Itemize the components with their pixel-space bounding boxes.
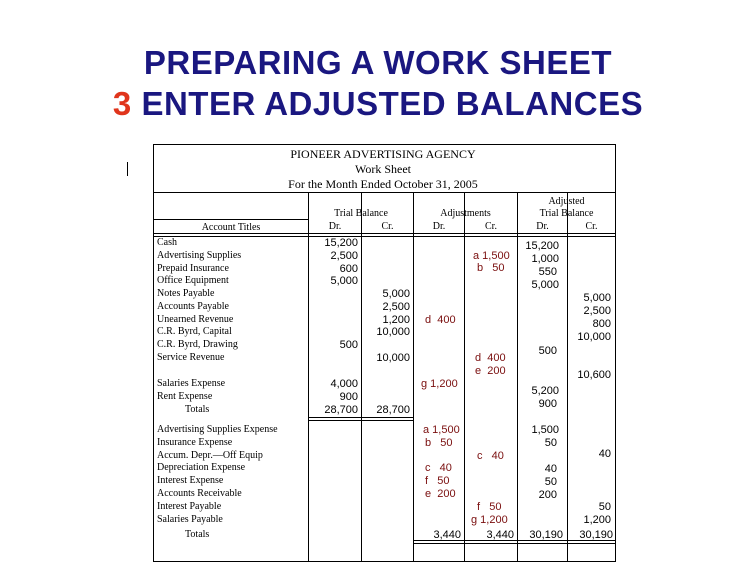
account-title: C.R. Byrd, Capital	[157, 326, 232, 337]
atb-dr-header: Dr.	[536, 221, 549, 232]
atb-dr-value: 50	[544, 476, 557, 488]
sheet-period: For the Month Ended October 31, 2005	[288, 177, 478, 191]
account-title: Prepaid Insurance	[157, 263, 229, 274]
tb-dr-value: 2,500	[330, 250, 358, 262]
adjusted-header-line2: Trial Balance	[539, 208, 594, 219]
account-title: Accounts Receivable	[157, 488, 242, 499]
tb-dr-value: 15,200	[324, 237, 358, 249]
atb-dr-value: 5,000	[531, 279, 559, 291]
account-title: Unearned Revenue	[157, 314, 234, 325]
account-title: Advertising Supplies	[157, 250, 242, 261]
account-title: Depreciation Expense	[157, 462, 246, 473]
account-title: Service Revenue	[157, 352, 225, 363]
account-title: Notes Payable	[157, 288, 215, 299]
tb-cr-value: 5,000	[382, 288, 410, 300]
atb-cr-header: Cr.	[585, 221, 598, 232]
tb-dr-total: 28,700	[324, 404, 358, 416]
atb-dr-value: 5,200	[531, 385, 559, 397]
account-title: Advertising Supplies Expense	[157, 424, 278, 435]
atb-dr-value: 1,500	[531, 424, 559, 436]
account-title: Salaries Expense	[157, 378, 226, 389]
adj-dr-entry: b 50	[425, 437, 453, 449]
atb-cr-total: 30,190	[579, 529, 613, 541]
account-title: Accum. Depr.—Off Equip	[157, 450, 263, 461]
atb-dr-value: 550	[538, 266, 557, 278]
trial-balance-header: Trial Balance	[334, 208, 388, 219]
tb-dr-header: Dr.	[328, 221, 342, 232]
tb-cr-value: 2,500	[382, 301, 410, 313]
adj-cr-entry: f 50	[477, 501, 502, 513]
cursor-mark	[127, 162, 128, 176]
tb-dr-value: 500	[339, 339, 358, 351]
tb-dr-value: 600	[339, 263, 358, 275]
adj-dr-total: 3,440	[433, 529, 461, 541]
atb-cr-value: 2,500	[583, 305, 611, 317]
adj-cr-total: 3,440	[486, 529, 514, 541]
adj-cr-entry: a 1,500	[473, 250, 510, 262]
adjusted-header-line1: Adjusted	[548, 196, 585, 207]
account-titles-header: Account Titles	[201, 222, 261, 233]
atb-dr-value: 1,000	[531, 253, 559, 265]
account-title: Insurance Expense	[157, 437, 233, 448]
slide-title-line2	[0, 85, 756, 123]
tb-cr-header: Cr.	[381, 221, 394, 232]
tb-dr-value: 5,000	[330, 275, 358, 287]
atb-dr-value: 500	[538, 345, 557, 357]
adjustments-header: Adjustments	[440, 208, 491, 219]
atb-dr-value: 200	[538, 489, 557, 501]
tb-cr-value: 10,000	[376, 352, 410, 364]
tb-cr-value: 1,200	[382, 314, 410, 326]
atb-cr-value: 10,600	[577, 369, 611, 381]
atb-cr-value: 800	[592, 318, 611, 330]
step-title: ENTER ADJUSTED BALANCES	[141, 85, 644, 122]
account-title: Cash	[157, 237, 177, 248]
adj-dr-entry: a 1,500	[423, 424, 460, 436]
tb-dr-value: 4,000	[330, 378, 358, 390]
sheet-name: Work Sheet	[354, 162, 412, 176]
atb-dr-value: 40	[544, 463, 557, 475]
totals-label: Totals	[185, 529, 210, 540]
account-title: Office Equipment	[157, 275, 229, 286]
adj-cr-entry: c 40	[477, 450, 504, 462]
atb-dr-total: 30,190	[529, 529, 563, 541]
adj-cr-header: Cr.	[485, 221, 497, 232]
atb-cr-value: 10,000	[577, 331, 611, 343]
tb-dr-value: 900	[339, 391, 358, 403]
totals-label: Totals	[185, 404, 210, 415]
atb-dr-value: 50	[544, 437, 557, 449]
step-number: 3	[112, 85, 132, 122]
adj-dr-header: Dr.	[432, 221, 446, 232]
account-title: Accounts Payable	[157, 301, 229, 312]
adj-cr-entry: d 400	[475, 352, 506, 364]
adj-cr-entry: g 1,200	[471, 514, 508, 526]
atb-cr-value: 5,000	[583, 292, 611, 304]
tb-cr-total: 28,700	[376, 404, 410, 416]
adj-dr-entry: e 200	[425, 488, 456, 500]
atb-dr-value: 15,200	[525, 240, 559, 252]
account-title: Salaries Payable	[157, 514, 223, 525]
account-title: C.R. Byrd, Drawing	[157, 339, 238, 350]
adj-dr-entry: f 50	[425, 475, 450, 487]
adj-cr-entry: b 50	[477, 262, 505, 274]
tb-cr-value: 10,000	[376, 326, 410, 338]
atb-dr-value: 900	[538, 398, 557, 410]
account-title: Interest Expense	[157, 475, 224, 486]
atb-cr-value: 40	[598, 448, 611, 460]
adj-dr-entry: d 400	[425, 314, 456, 326]
company-name: PIONEER ADVERTISING AGENCY	[290, 147, 476, 161]
atb-cr-value: 1,200	[583, 514, 611, 526]
account-title: Rent Expense	[157, 391, 213, 402]
slide-title-line1: PREPARING A WORK SHEET	[143, 44, 613, 81]
adj-dr-entry: c 40	[425, 462, 452, 474]
adj-dr-entry: g 1,200	[421, 378, 458, 390]
account-title: Interest Payable	[157, 501, 222, 512]
adj-cr-entry: e 200	[475, 365, 506, 377]
atb-cr-value: 50	[598, 501, 611, 513]
